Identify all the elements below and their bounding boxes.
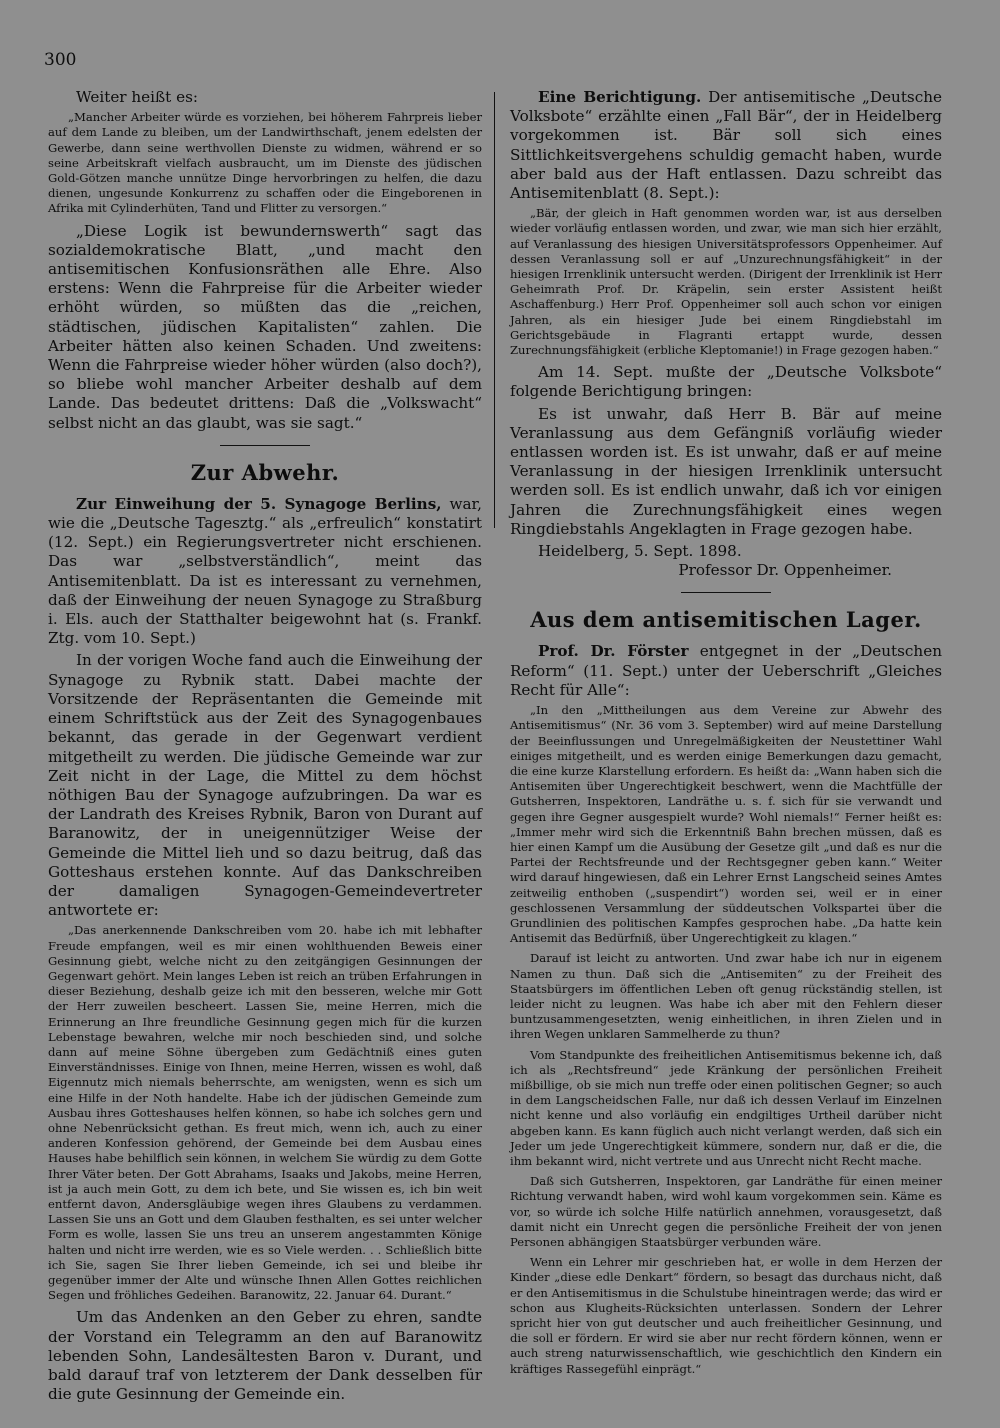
subhead-synagogue-berlin: Zur Einweihung der 5. Synagoge Berlins,	[76, 494, 442, 513]
section-divider	[220, 445, 310, 446]
paragraph-correction: Es ist unwahr, daß Herr B. Bär auf meine Veranlassung aus dem Gefängniß vorläufig wieder entlassen worden ist. Es ist unwahr, daß er auf meine Veranlassung in der hiesigen Irrenklinik untersucht werden soll. Es ist endlich unwahr, daß ich vor einigen Jahren die Zurechnungsfähigkeit eines wegen Ringdiebstahls Angeklagten in Frage gezogen habe.	[510, 404, 942, 538]
right-column	[510, 88, 942, 1382]
intro-line: Weiter heißt es:	[76, 88, 198, 106]
column-rule	[494, 92, 495, 528]
quote-durant-letter: „Das anerkennende Dankschreiben vom 20. habe ich mit lebhafter Freude empfangen, weil es mir einen wohlthuenden Beweis einer Gesinnung giebt, welche nicht zu den zeitgängigen Gesinnungen der Gegenwart gehört. Mein langes Leben ist reich an trüben Erfahrungen in dieser Beziehung, deshalb geize ich mit den besseren, welche mir Gott der Herr zuweilen bescheert. Lassen Sie, meine Herren, mich die Erinnerung an Ihre freundliche Gesinnung gegen mich für die kurzen Lebenstage bewahren, welche mir noch beschieden sind, und solche dann auf meine Söhne übergeben zum Gedächtniß eines guten Einverständnisses. Einige von Ihnen, meine Herren, wissen es wohl, daß Eigennutz mich niemals beherrschte, am wenigsten, wenn es sich um eine Hilfe in der Noth handelte. Habe ich der jüdischen Gemeinde zum Ausbau ihres Gotteshauses helfen können, so habe ich solches gern und ohne Nebenrücksicht gethan. Es freut mich, wenn ich, auch zu einer anderen Konfession gehörend, der Gemeinde bei dem Ausbau eines Hauses habe behilflich sein können, in welchem Sie würdig zu dem Gotte Ihrer Väter beten. Der Gott Abrahams, Isaaks und Jakobs, meine Herren, ist ja auch mein Gott, zu dem ich bete, und Sie wissen es, ich bin weit entfernt davon, Andersgläubige wegen ihres Glaubens zu verdammen. Lassen Sie uns an Gott und dem Glauben festhalten, es sei unter welcher Form es wolle, lassen Sie uns treu an unserem angestammten Könige halten und nicht irre werden, wie es so Viele werden. . . Schließlich bitte ich Sie, sagen Sie Ihrer lieben Gemeinde, ich sei und bleibe ihr gegenüber immer der Alte und wünsche Ihnen Allen Gottes reichlichen Segen und fröhliches Gedeihen. Baranowitz, 22. Januar 64. Durant.“	[48, 923, 482, 1303]
body-synagogue-berlin: war, wie die „Deutsche Tagesztg.“ als „erfreulich“ konstatirt (12. Sept.) ein Regierungsvertreter nicht erschienen. Das war „selbstverständlich“, meint das Antisemitenblatt. Da ist es interessant zu vernehmen, daß der Einweihung der neuen Synagoge zu Straßburg i. Els. auch der Statthalter beigewohnt hat (s. Frankf. Ztg. vom 10. Sept.)	[48, 494, 482, 648]
page-number: 300	[44, 50, 77, 70]
quote-lehrer: Wenn ein Lehrer mir geschrieben hat, er wolle in dem Herzen der Kinder „diese edle Denkart“ fördern, so besagt das durchaus nicht, daß er den Antisemitismus in die Schulstube hineintragen werde; das wird er schon aus Klugheits-Rücksichten unterlassen. Sondern der Lehrer spricht hier von gut deutscher und auch freiheitlicher Gesinnung, und die soll er fördern. Er wird sie aber nur recht fördern können, wenn er auch streng naturwissenschaftlich, wie geschichtlich den Kindern ein kräftiges Rassegefühl einprägt.“	[510, 1255, 942, 1376]
paragraph-foerster	[510, 642, 942, 700]
quote-gutsherren: Daß sich Gutsherren, Inspektoren, gar Landräthe für einen meiner Richtung verwandt haben, wird wohl kaum vorgekommen sein. Käme es vor, so würde ich solche Hilfe natürlich annehmen, vorausgesetzt, daß damit nicht ein Unrecht gegen die persönliche Freiheit der von jenen Personen abhängigen Staatsbürger verbunden wäre.	[510, 1174, 942, 1249]
section-title-lager: Aus dem antisemitischen Lager.	[530, 607, 922, 633]
body-berichtigung: Der antisemitische „Deutsche Volksbote“ erzählte einen „Fall Bär“, der in Heidelberg vorgekommen ist. Bär soll sich eines Sittlichkeitsvergehens schuldig gemacht haben, wurde aber bald aus der Haft entlassen. Dazu schreibt das Antisemitenblatt (8. Sept.):	[510, 88, 942, 203]
quote-antwort: Darauf ist leicht zu antworten. Und zwar habe ich nur in eigenem Namen zu thun. Daß sich die „Antisemiten“ zu der Freiheit des Staatsbürgers im öffentlichen Leben oft genug rückständig stellen, ist leider nicht zu leugnen. Was habe ich aber mit den Fehlern dieser buntzusammengesetzten, wenig einheitlichen, in ihren Zielen und in ihren Wegen unklaren Sammelherde zu thun?	[510, 951, 942, 1042]
subhead-foerster: Prof. Dr. Förster	[538, 642, 689, 661]
paragraph-berichtigung	[510, 88, 942, 203]
paragraph-telegram: Um das Andenken an den Geber zu ehren, sandte der Vorstand ein Telegramm an den auf Baranowitz lebenden Sohn, Landesältesten Baron v. Durant, und bald darauf traf von letzterem der Dank desselben für die gute Gesinnung der Gemeinde ein.	[48, 1308, 482, 1404]
subhead-berichtigung: Eine Berichtigung.	[538, 88, 702, 106]
signature: Professor Dr. Oppenheimer.	[678, 561, 892, 580]
quote-railway-fares: „Mancher Arbeiter würde es vorziehen, bei höherem Fahrpreis lieber auf dem Lande zu bleiben, um der Landwirthschaft, jenem edelsten der Gewerbe, dann seine werthvollen Dienste zu widmen, während er so seine Arbeitskraft vielfach ausbraucht, um im Dienste des jüdischen Gold-Götzen manche unnütze Dinge hervorbringen zu helfen, die dazu dienen, ungesunde Konkurrenz zu schaffen oder die Eingeborenen in Afrika mit Cylinderhüten, Tand und Flitter zu versorgen.“	[48, 110, 482, 216]
paragraph-synagogue-berlin	[48, 495, 482, 649]
section-title-abwehr: Zur Abwehr.	[190, 459, 340, 485]
section-divider-2	[681, 592, 771, 593]
quote-standpunkt: Vom Standpunkte des freiheitlichen Antisemitismus bekenne ich, daß ich als „Rechtsfreund“ jede Kränkung der persönlichen Freiheit mißbillige, ob sie mich nun treffe oder einen politischen Gegner; so auch in dem Langscheidschen Falle, nur daß ich dessen Verlauf im Einzelnen nicht kenne und also vorläufig ein endgiltiges Urtheil darüber nicht abgeben kann. Es kann füglich auch nicht verlangt werden, daß sich ein Jeder um jede Ungerechtigkeit kümmere, sondern nur, daß er die, die ihm bekannt wird, nicht vertrete und aus Unrecht nicht Recht mache.	[510, 1047, 942, 1168]
date-line: Heidelberg, 5. Sept. 1898.	[538, 542, 742, 561]
paragraph-logic: „Diese Logik ist bewundernswerth“ sagt das sozialdemokratische Blatt, „und macht den antisemitischen Konfusionsräthen alle Ehre. Also erstens: Wenn die Fahrpreise für die Arbeiter wieder erhöht würden, so müßten das die „reichen, städtischen, jüdischen Kapitalisten“ zahlen. Die Arbeiter hätten also keinen Schaden. Und zweitens: Wenn die Fahrpreise wieder höher würden (also doch?), so bliebe wohl mancher Arbeiter deshalb auf dem Lande. Das bedeutet drittens: Daß die „Volkswacht“ selbst nicht an das glaubt, was sie sagt.“	[48, 221, 482, 432]
quote-mittheilungen: „In den „Mittheilungen aus dem Vereine zur Abwehr des Antisemitismus“ (Nr. 36 vom 3. September) wird auf meine Darstellung der Beeinflussungen und Unregelmäßigkeiten der Neustettiner Wahl einiges mitgetheilt, und es werden einige Bemerkungen dazu gemacht, die eine kurze Klarstellung erfordern. Es heißt da: „Wann haben sich die Antisemiten über Ungerechtigkeit beschwert, wenn die Machtfülle der Gutsherren, Inspektoren, Landräthe u. s. f. sich für sie verwandt und gegen ihre Gegner ausgespielt wurde? Wohl niemals!“ Ferner heißt es: „Immer mehr wird sich die Erkenntniß Bahn brechen müssen, daß es hier einen Kampf um die Ausübung der Gesetze gilt „und daß es nur die Partei der Rechtsfreunde und der Rechtsgegner geben kann.“ Weiter wird darauf hingewiesen, daß ein Lehrer Ernst Langscheid seines Amtes zeitweilig enthoben („suspendirt“) worden sei, weil er in einer geschlossenen Versammlung der süddeutschen Volkspartei über die Grundlinien des politischen Kampfes gesprochen habe. „Da hatte kein Antisemit das Bedürfniß, über Ungerechtigkeit zu klagen.“	[510, 703, 942, 946]
paragraph-rybnik: In der vorigen Woche fand auch die Einweihung der Synagoge zu Rybnik statt. Dabei machte der Vorsitzende der Repräsentanten die Gemeinde mit einem Schriftstück aus der Zeit des Synagogenbaues bekannt, das gerade in der Gegenwart verdient mitgetheilt zu werden. Die jüdische Gemeinde war zur Zeit nicht in der Lage, die Mittel zu dem höchst nöthigen Bau der Synagoge aufzubringen. Da war es der Landrath des Kreises Rybnik, Baron von Durant auf Baranowitz, der in uneigennütziger Weise der Gemeinde die Mittel lieh und so dazu beitrug, daß das Gotteshaus erstehen konnte. Auf das Dankschreiben der damaligen Synagogen-Gemeindevertreter antwortete er:	[48, 651, 482, 920]
left-column	[48, 88, 482, 1407]
paragraph-volksbote: Am 14. Sept. mußte der „Deutsche Volksbote“ folgende Berichtigung bringen:	[510, 363, 942, 401]
quote-baer: „Bär, der gleich in Haft genommen worden war, ist aus derselben wieder vorläufig entlassen worden, und zwar, wie man sich hier erzählt, auf Veranlassung des hiesigen Universitätsprofessors Oppenheimer. Auf dessen Veranlassung soll er auf „Unzurechnungsfähigkeit“ in der hiesigen Irrenklinik untersucht werden. (Dirigent der Irrenklinik ist Herr Geheimrath Prof. Dr. Kräpelin, sein erster Assistent heißt Aschaffenburg.) Herr Prof. Oppenheimer soll auch schon vor einigen Jahren, als ein hiesiger Jude bei einem Ringdiebstahl im Gerichtsgebäude in Flagranti ertappt wurde, dessen Zurechnungsfähigkeit (erbliche Kleptomanie!) in Frage gezogen haben.“	[510, 206, 942, 358]
body-foerster: entgegnet in der „Deutschen Reform“ (11. Sept.) unter der Ueberschrift „Gleiches Recht für Alle“:	[510, 642, 942, 699]
